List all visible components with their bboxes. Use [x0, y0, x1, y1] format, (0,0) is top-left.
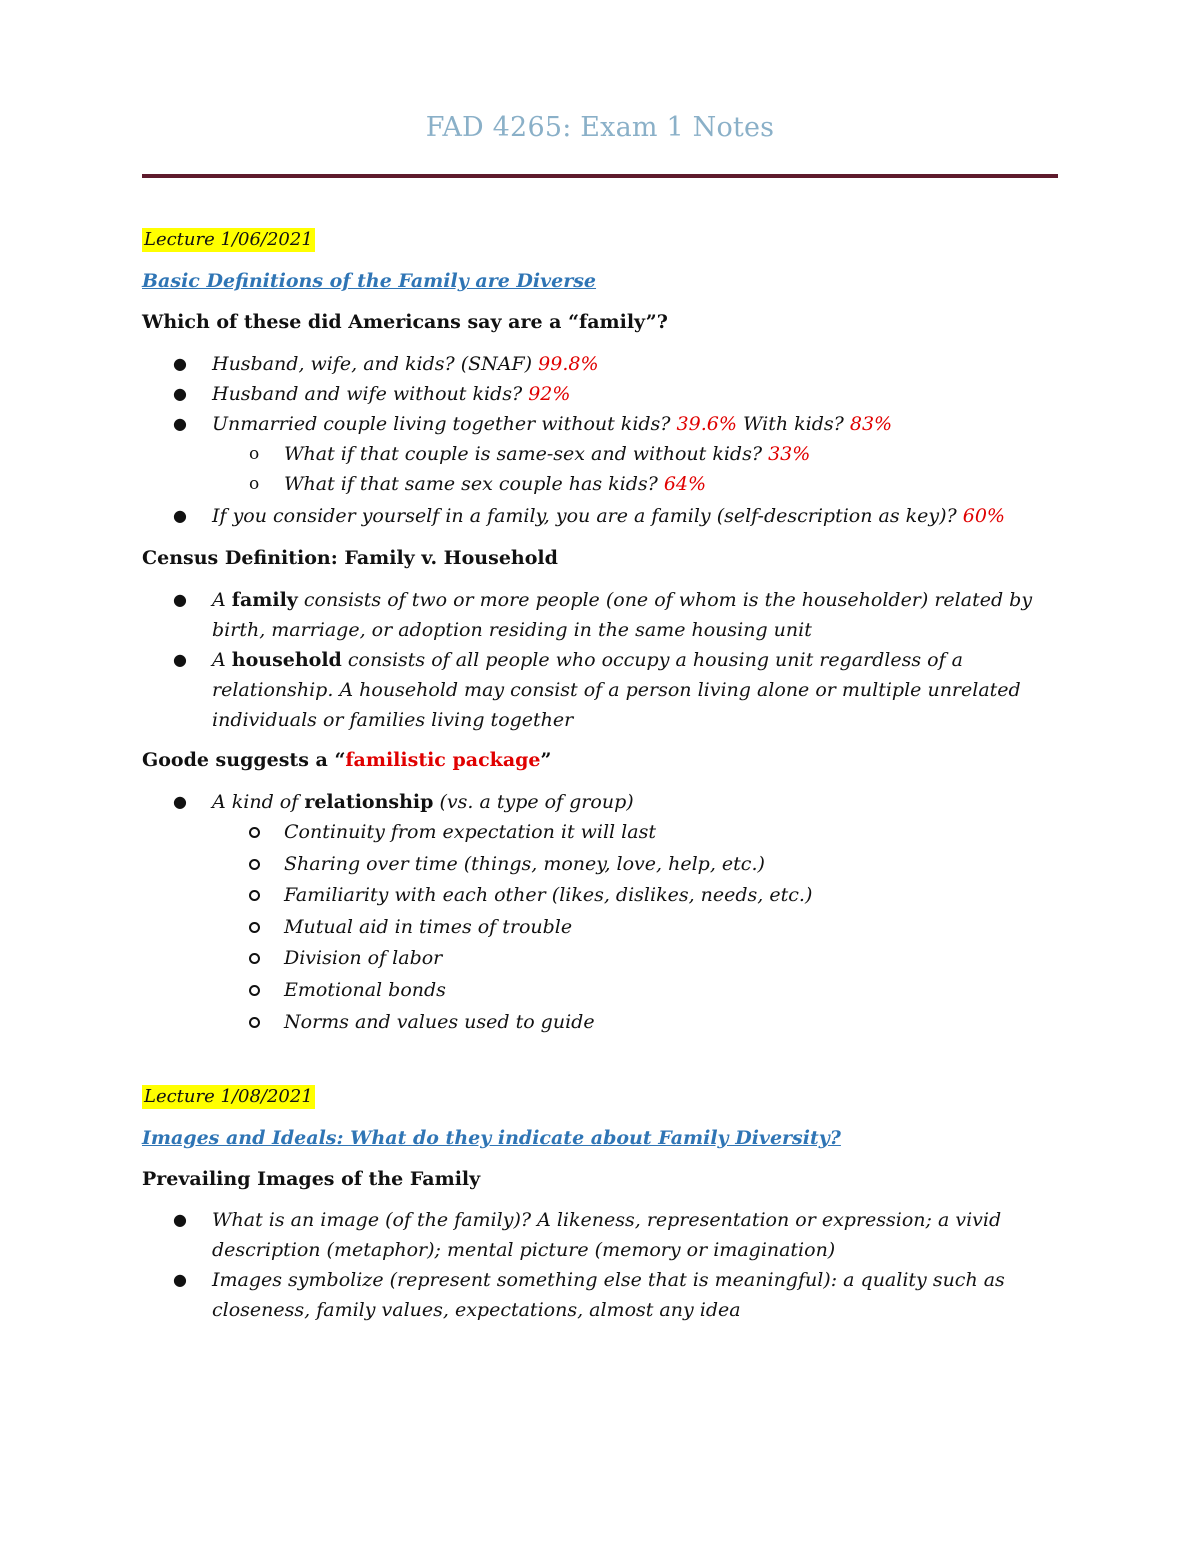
ring-bullet-icon [249, 985, 260, 996]
section-heading-basic-definitions[interactable]: Basic Definitions of the Family are Diverse [142, 270, 597, 292]
census-definitions-list [142, 585, 1082, 735]
bullet-icon: ● [173, 1270, 187, 1289]
familistic-package-list [142, 787, 1082, 1038]
ring-bullet-icon [249, 953, 260, 964]
sub-list-item: o What if that couple is same-sex and without kids? 33% [142, 439, 1082, 469]
percent-value: 83% [849, 413, 893, 435]
ring-bullet-icon [249, 859, 260, 870]
sub-list-item: Emotional bonds [142, 975, 1082, 1007]
lecture-1-date: Lecture 1/06/2021 [144, 229, 313, 250]
list-item: ● Husband and wife without kids? 92% [142, 379, 1082, 409]
percent-value: 60% [962, 505, 1005, 527]
lecture-2-date: Lecture 1/08/2021 [144, 1086, 313, 1107]
bullet-icon: ● [173, 354, 187, 373]
percent-value: 92% [528, 383, 571, 405]
list-item: ● If you consider yourself in a family, you are a family (self-description as key)? 60% [142, 501, 1082, 531]
ring-bullet-icon [249, 1017, 260, 1028]
bullet-icon: ● [173, 1210, 187, 1229]
prevailing-images-heading: Prevailing Images of the Family [142, 1168, 481, 1190]
family-definition: ● A family consists of two or more people (one of whom is the householder) related by birth, marriage, or adoption residing in the same housing unit [142, 585, 1082, 645]
bullet-icon: ● [173, 506, 187, 525]
percent-value: 33% [768, 443, 811, 465]
images-list [142, 1205, 1082, 1325]
ring-bullet-icon [249, 922, 260, 933]
sub-list-item: Sharing over time (things, money, love, help, etc.) [142, 849, 1082, 881]
percent-value: 99.8% [538, 353, 599, 375]
sub-bullet-icon: o [249, 444, 260, 464]
sub-bullet-icon: o [249, 474, 260, 494]
sub-list-item: o What if that same sex couple has kids? 64% [142, 469, 1082, 499]
sub-list-item: Division of labor [142, 943, 1082, 975]
list-item: ● What is an image (of the family)? A likeness, representation or expression; a vivid description (metaphor); mental picture (memory or imagination) [142, 1205, 1082, 1265]
title-divider [142, 174, 1058, 178]
bullet-icon: ● [173, 414, 187, 433]
list-item: ● A kind of relationship (vs. a type of group) [142, 787, 1082, 817]
list-item: ● Husband, wife, and kids? (SNAF) 99.8% [142, 349, 1082, 379]
goode-heading: Goode suggests a “familistic package” [142, 749, 552, 771]
lecture-2-date-row [142, 1085, 1082, 1109]
census-heading: Census Definition: Family v. Household [142, 547, 558, 569]
sub-list-item: Mutual aid in times of trouble [142, 912, 1082, 944]
sub-list-item: Norms and values used to guide [142, 1007, 1082, 1039]
percent-value: 39.6% [676, 413, 737, 435]
sub-list-item: Familiarity with each other (likes, dislikes, needs, etc.) [142, 880, 1082, 912]
bullet-icon: ● [173, 650, 187, 669]
document-title: FAD 4265: Exam 1 Notes [425, 112, 775, 143]
lecture-1-date-row [142, 228, 1082, 252]
list-item: ● Images symbolize (represent something else that is meaningful): a quality such as closeness, family values, expectations, almost any idea [142, 1265, 1082, 1325]
household-definition: ● A household consists of all people who occupy a housing unit regardless of a relationship. A household may consist of a person living alone or multiple unrelated individuals or families living together [142, 645, 1082, 735]
ring-bullet-icon [249, 827, 260, 838]
ring-bullet-icon [249, 890, 260, 901]
percent-value: 64% [663, 473, 707, 495]
question-heading: Which of these did Americans say are a “family”? [142, 311, 668, 333]
survey-list [142, 349, 1082, 531]
bullet-icon: ● [173, 792, 187, 811]
bullet-icon: ● [173, 384, 187, 403]
bullet-icon: ● [173, 590, 187, 609]
sub-list-item: Continuity from expectation it will last [142, 817, 1082, 849]
section-heading-images-and-ideals[interactable]: Images and Ideals: What do they indicate about Family Diversity? [142, 1127, 841, 1149]
list-item: ● Unmarried couple living together without kids? 39.6% With kids? 83% [142, 409, 1082, 439]
